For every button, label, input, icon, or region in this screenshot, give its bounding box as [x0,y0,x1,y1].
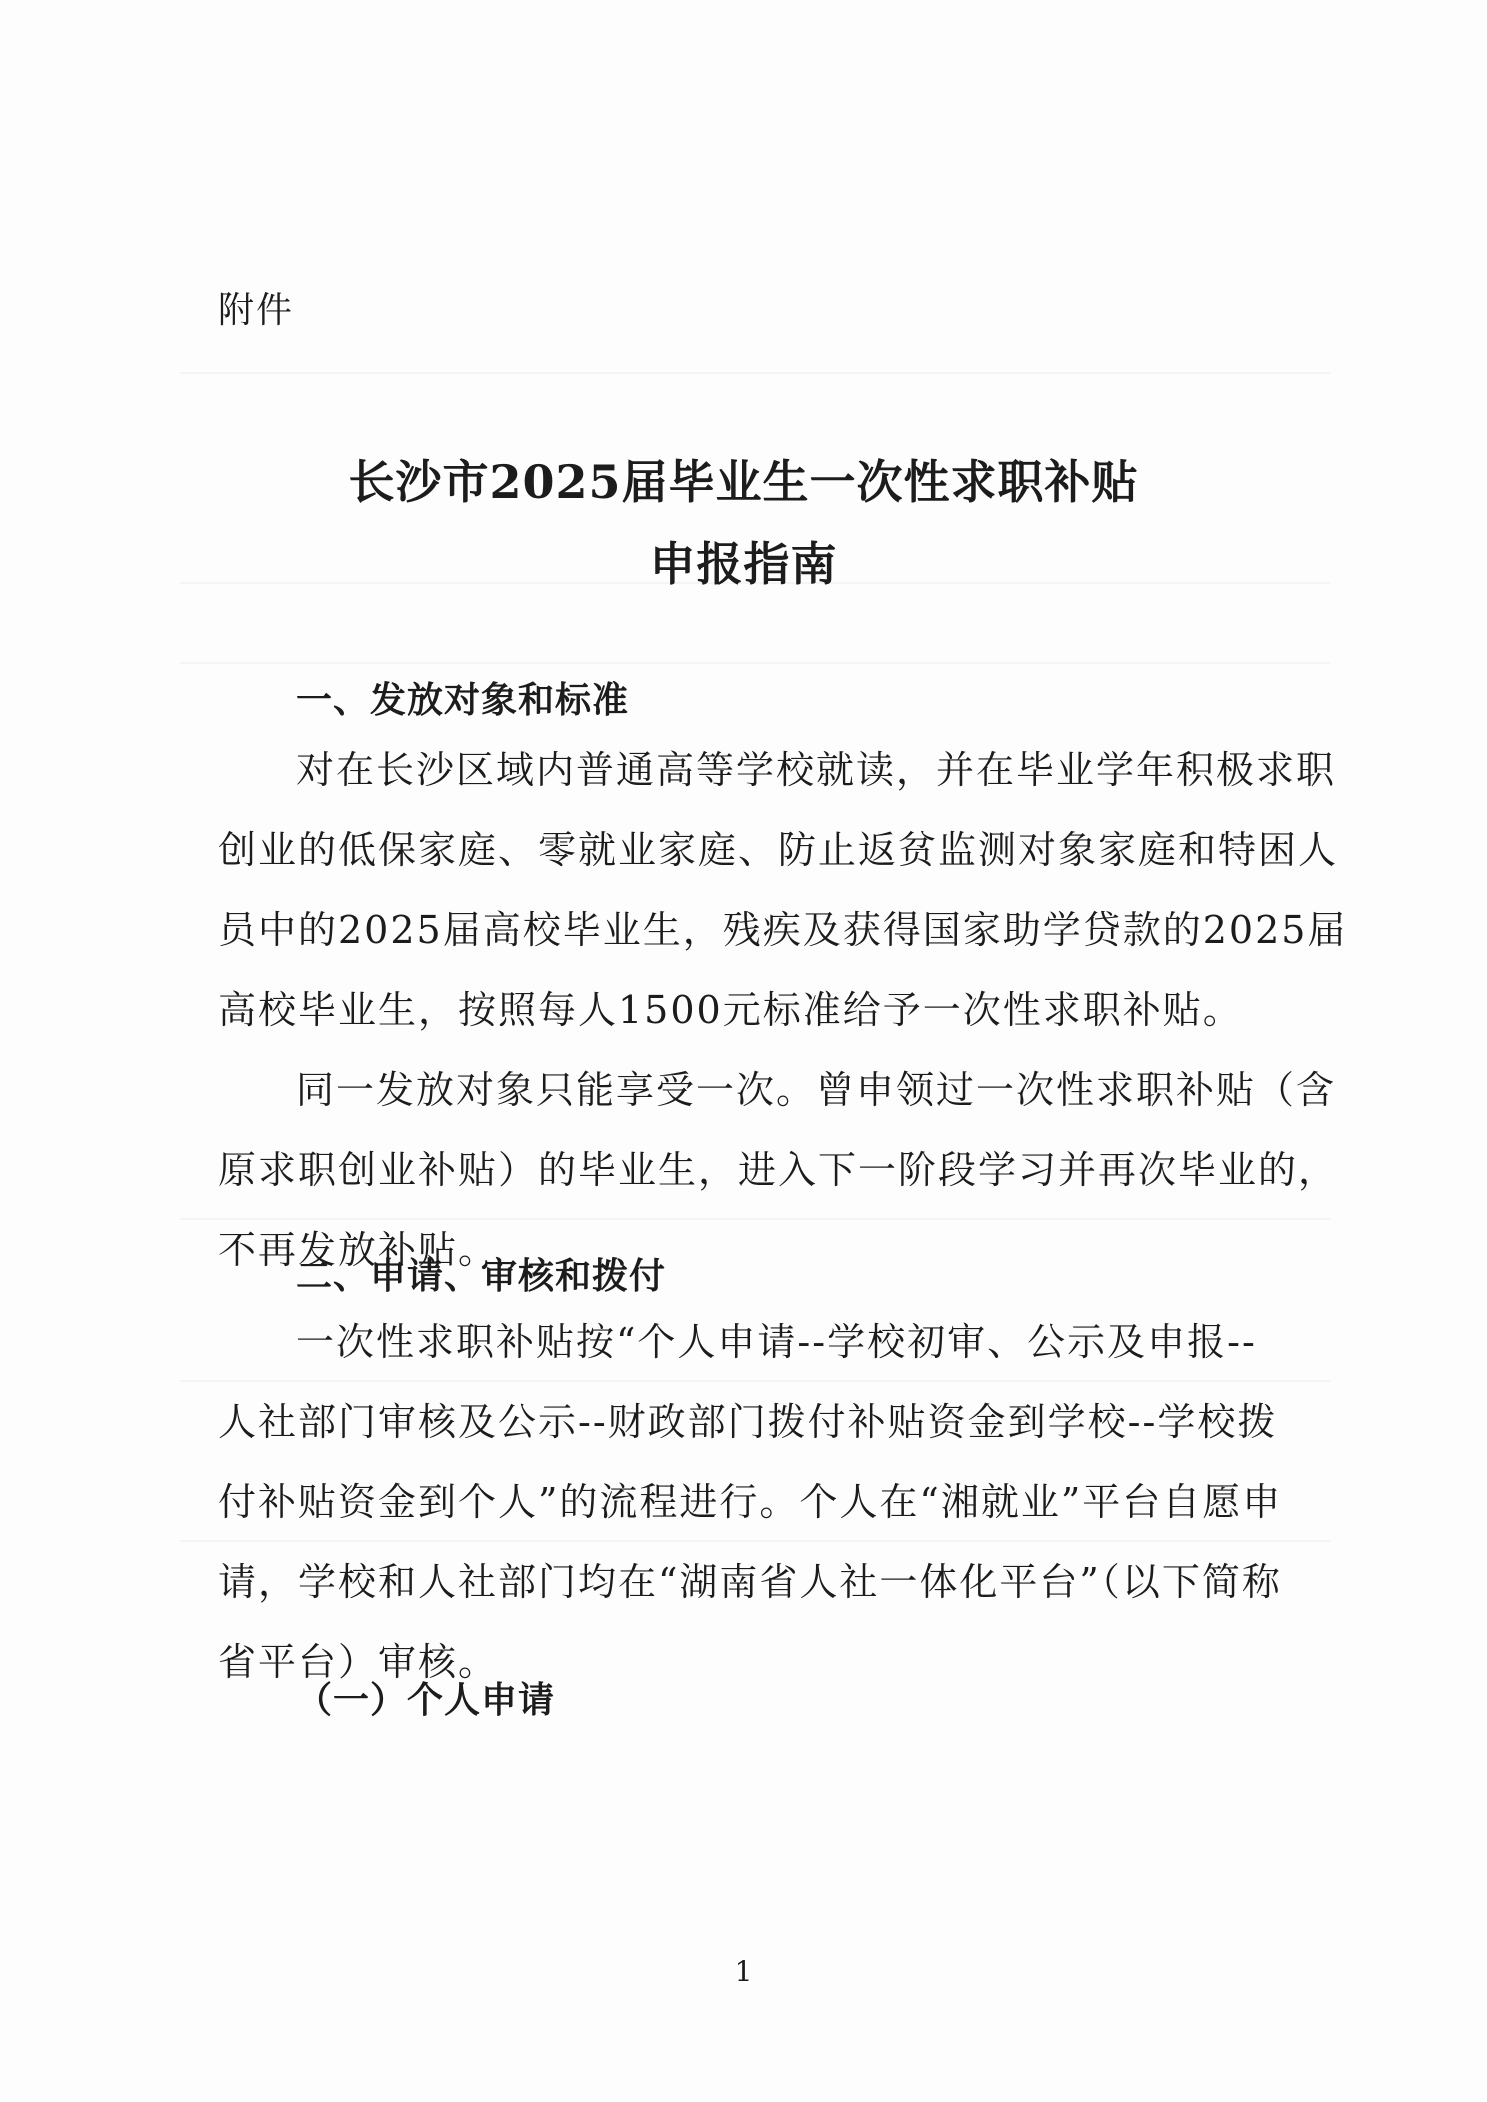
section-2-paragraph-1 [218,1302,1318,1702]
attachment-label: 附件 [218,290,295,331]
paragraph-line: 请，学校和人社部门均在“湖南省人社一体化平台”（以下简称 [218,1560,1282,1604]
section-1-heading: 一、发放对象和标准 [296,680,630,721]
paragraph-line: 原求职创业补贴）的毕业生，进入下一阶段学习并再次毕业的， [218,1148,1339,1192]
page-number: 1 [734,1955,753,1988]
paragraph-line: 高校毕业生，按照每人1500元标准给予一次性求职补贴。 [218,988,1243,1032]
paragraph-line: 人社部门审核及公示--财政部门拨付补贴资金到学校--学校拨 [218,1400,1278,1444]
scan-artifact [180,662,1330,664]
paragraph-line: 创业的低保家庭、零就业家庭、防止返贫监测对象家庭和特困人 [218,828,1339,872]
paragraph-line: 员中的2025届高校毕业生，残疾及获得国家助学贷款的2025届 [218,908,1348,952]
section-1-paragraph-1 [218,730,1348,1050]
paragraph-line: 对在长沙区域内普通高等学校就读，并在毕业学年积极求职 [296,748,1337,792]
paragraph-line: 一次性求职补贴按“个人申请--学校初审、公示及申报-- [296,1320,1257,1364]
paragraph-line: 省平台）审核。 [218,1640,499,1684]
subsection-1-heading: （一）个人申请 [296,1680,556,1721]
section-2-heading: 二、申请、审核和拨付 [296,1256,667,1297]
paragraph-line: 不再发放补贴。 [218,1228,499,1272]
document-title-line-2: 申报指南 [649,537,838,591]
paragraph-line: 同一发放对象只能享受一次。曾申领过一次性求职补贴（含 [296,1068,1337,1112]
scan-artifact [180,372,1330,374]
paragraph-line: 付补贴资金到个人”的流程进行。个人在“湘就业”平台自愿申 [218,1480,1283,1524]
document-title-line-1: 长沙市2025届毕业生一次性求职补贴 [348,455,1139,509]
